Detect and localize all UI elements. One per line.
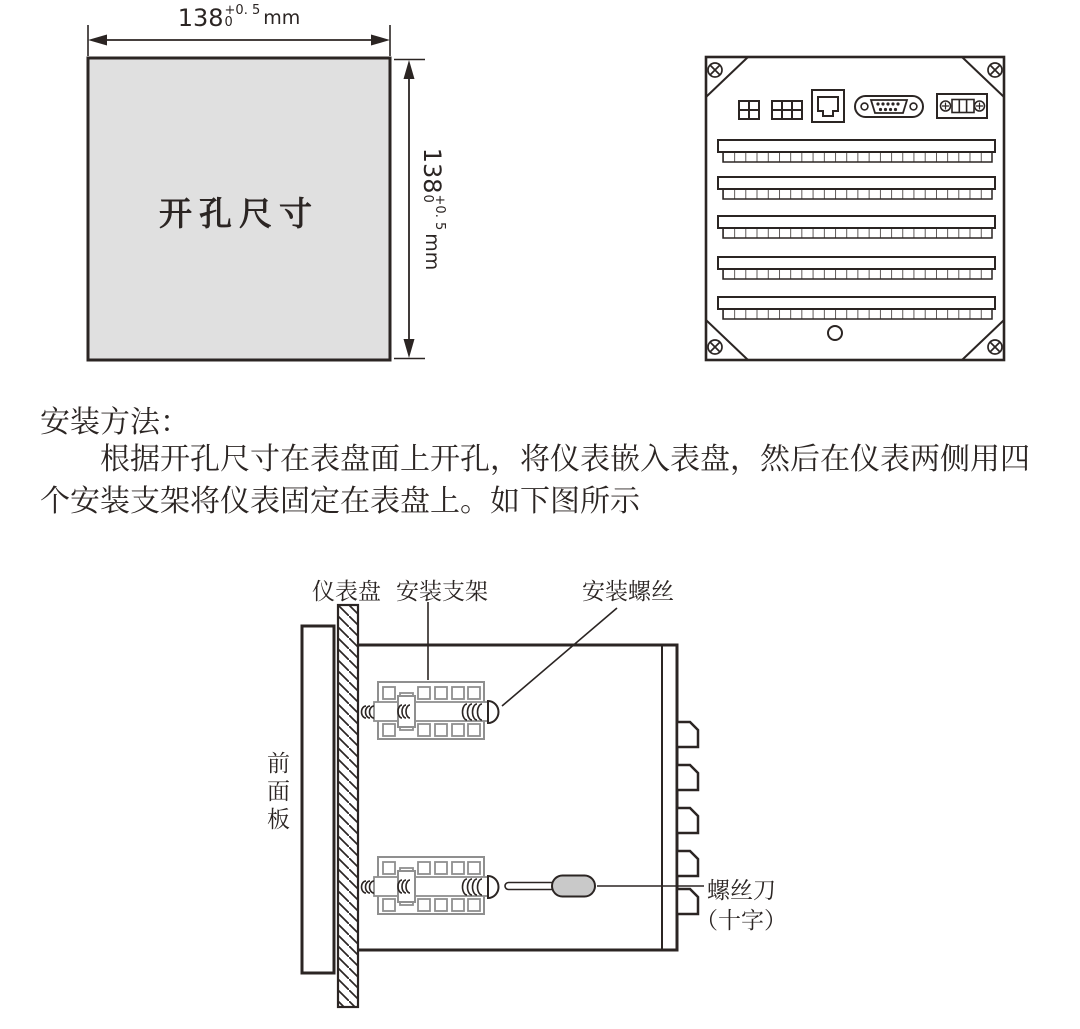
front-bezel xyxy=(302,626,334,973)
dimension-unit: mm xyxy=(421,233,443,271)
terminal-block-2pin-icon xyxy=(739,101,759,119)
terminal-strip xyxy=(718,297,995,319)
label-mounting-screw: 安装螺丝 xyxy=(582,579,674,604)
paragraph-line: 个安装支架将仪表固定在表盘上。如下图所示 xyxy=(40,485,640,518)
paragraph-line: 根据开孔尺寸在表盘面上开孔，将仪表嵌入表盘，然后在仪表两侧用四 xyxy=(100,443,1030,476)
label-screwdriver: 螺丝刀 xyxy=(707,878,776,903)
terminal-strip xyxy=(718,177,995,199)
db9-port-icon xyxy=(855,96,923,117)
mounting-panel-hatched xyxy=(338,605,358,1007)
terminal-strip-rows xyxy=(718,140,995,319)
label-front-panel: 前面板 xyxy=(267,751,290,832)
mounting-bracket xyxy=(362,682,499,739)
installation-paragraph xyxy=(40,439,1030,523)
width-dimension-label xyxy=(139,5,339,31)
dimension-value: 138 xyxy=(177,4,224,32)
terminal-strip xyxy=(718,140,995,162)
terminal-strip xyxy=(718,257,995,279)
label-instrument-panel: 仪表盘 xyxy=(312,579,381,604)
power-terminal-icon xyxy=(937,94,987,118)
label-mounting-bracket: 安装支架 xyxy=(396,579,488,604)
tolerance-lower: 0 xyxy=(420,194,435,203)
tolerance-upper: +0. 5 xyxy=(224,3,261,18)
tolerance-upper: +0. 5 xyxy=(432,194,447,231)
rear-panel-view xyxy=(706,57,1004,360)
label-screwdriver-type: （十字） xyxy=(695,908,787,933)
height-dimension-label xyxy=(412,129,452,289)
screwdriver-handle xyxy=(552,876,595,897)
tolerance-lower: 0 xyxy=(224,15,233,30)
terminal-block-3pin-icon xyxy=(772,101,802,119)
installation-diagram xyxy=(302,602,704,1007)
cutout-size-title: 开孔尺寸 xyxy=(159,195,319,232)
terminal-strip xyxy=(718,216,995,238)
installation-method-heading: 安装方法： xyxy=(40,406,190,439)
dimension-unit: mm xyxy=(263,7,301,29)
panel-hole xyxy=(828,326,842,340)
rj45-port-icon xyxy=(812,90,844,122)
dimension-value: 138 xyxy=(418,147,446,194)
